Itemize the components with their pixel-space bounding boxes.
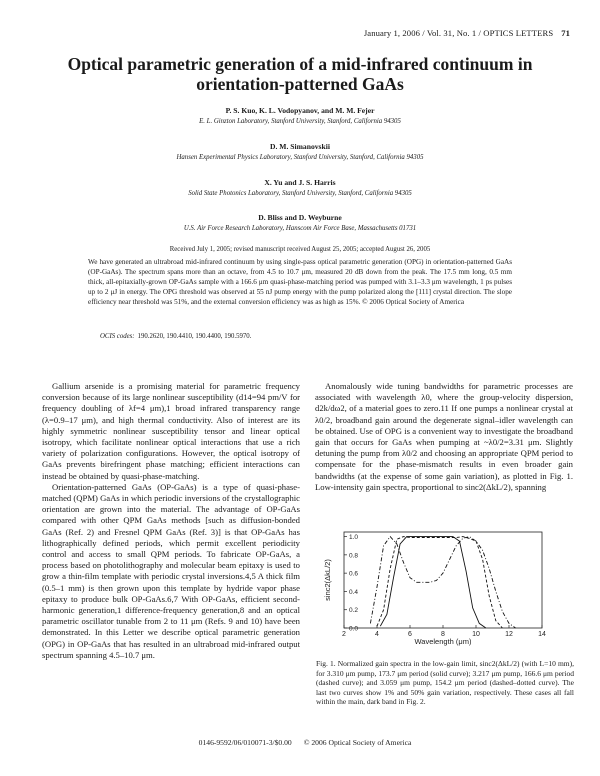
author-group-4: D. Bliss and D. Weyburne: [258, 213, 342, 222]
x-tick-label: 2: [342, 631, 346, 638]
body-paragraph: Orientation-patterned GaAs (OP-GaAs) is a type of quasi-phase-matched (QPM) GaAs in which periodic inversions of the crystallographic orientation are grown into the material. The advantage of OP-GaAs compared with other QPM GaAs methods [such as diffusion-bonded GaAs (Ref. 2) and Fresnel QPM GaAs (Ref. 3)] is that OP-GaAs has lithographically defined periods, which permit excellent periodicity control and access to small QPM periods. To fabricate OP-GaAs, a process based on photolithography and molecular beam epitaxy is used to grow a thin-film template with periodic crystal inversions.4,5 A thick film (0.5–1 mm) is then grown upon this template by hydride vapor phase epitaxy to produce bulk OP-GaAs.6,7 With OP-GaAs, efficient second-harmonic generation,1 difference-frequency generation,8 and an optical parametric oscillator tunable from 2 to 11 μm (Refs. 9 and 10) have been demonstrated. In this Letter we describe optical parametric generation (OPG) in OP-GaAs that has resulted in an ultrabroad mid-infrared output spectrum spanning 4.5–10.7 μm.: [42, 481, 300, 660]
y-tick-label: 0.8: [349, 552, 359, 560]
right-column: [315, 381, 573, 493]
x-tick-label: 10: [472, 631, 480, 638]
y-tick-label: 0.2: [349, 607, 359, 615]
running-head-text: January 1, 2006 / Vol. 31, No. 1 / OPTICS LETTERS: [363, 28, 554, 38]
y-tick-label: 0.0: [349, 625, 359, 633]
x-tick-label: 14: [538, 631, 546, 638]
copyright: © 2006 Optical Society of America: [303, 738, 412, 747]
left-column: [42, 381, 300, 661]
series-line-1: [380, 537, 486, 628]
body-paragraph: Gallium arsenide is a promising material for parametric frequency conversion because of its large nonlinear susceptibility (d14=94 pm/V for frequency doubling of λf=4 μm),1 broad infrared transparency range (λ=0.9–17 μm), and high thermal conductivity. Also of interest are its highly symmetric nonlinear susceptibility tensor and linear optical isotropy, which facilitate nonlinear optical interactions that use a rich variety of polarization configurations. However, the optical isotropy of GaAs prevents birefringent phase matching; efficient interactions can instead be obtained by quasi-phase-matching.: [42, 381, 300, 481]
abstract: We have generated an ultrabroad mid-infrared continuum by using single-pass optical parametric generation (OPG) in orientation-patterned GaAs (OP-GaAs). The spectrum spans more than an octave, from 4.5 to 10.7 μm, measured 20 dB down from the peak. The 17.5 mm long, 0.5 mm thick, all-epitaxially-grown OP-GaAs sample with a 166.6 μm quasi-phase-matching period was pumped with 3.1–3.3 μm wavelength, 1 ps pulses up to 2 μJ in energy. The OPG threshold was observed at 55 nJ pump energy with the pump polarized along the [111] crystal direction. The slope efficiency near threshold was 51%, and the external conversion efficiency was as high as 15%. © 2006 Optical Society of America: [88, 258, 512, 306]
x-tick-label: 8: [441, 631, 445, 638]
received-dates: Received July 1, 2005; revised manuscript received August 25, 2005; accepted August 26, 2005: [169, 246, 431, 253]
author-group-2: D. M. Simanovskii: [270, 142, 330, 151]
plot-frame: [344, 532, 542, 628]
x-tick-label: 4: [375, 631, 379, 638]
page-number: 71: [561, 28, 570, 38]
gain-spectra-chart: [322, 526, 547, 646]
y-tick-label: 0.6: [349, 570, 359, 578]
y-tick-label: 1.0: [349, 534, 359, 542]
series-line-2: [377, 537, 502, 628]
affiliation-4: U.S. Air Force Research Laboratory, Hanscom Air Force Base, Massachusetts 01731: [183, 225, 417, 232]
x-tick-label: 12: [505, 631, 513, 638]
footer: [140, 738, 470, 747]
ocis-codes: [100, 333, 251, 340]
author-group-1: P. S. Kuo, K. L. Vodopyanov, and M. M. Fejer: [225, 106, 375, 115]
y-tick-label: 0.4: [349, 588, 359, 596]
body-paragraph: Anomalously wide tuning bandwidths for parametric processes are associated with wavelength λ0, where the group-velocity dispersion, d2k/dω2, of a material goes to zero.11 If one pumps a nonlinear crystal at λ0/2, broadband gain around the degenerate signal–idler wavelength can be obtained. Use of OPG is a convenient way to investigate the broadband gain that occurs for GaAs when pumping at ~λ0/2=3.31 μm. Slightly detuning the pump from λ0/2 and choosing an appropriate QPM period to compensate for the phase-mismatch results in even broader gain bandwidths (at the expense of some gain variation), as plotted in Fig. 1. Low-intensity gain spectra, proportional to sinc2(ΔkL/2), spanning: [315, 381, 573, 492]
y-axis-label: sinc2(ΔkL/2): [323, 559, 332, 601]
affiliation-3: Solid State Photonics Laboratory, Stanford University, Stanford, California 94305: [188, 190, 412, 197]
x-axis-label: Wavelength (μm): [414, 637, 472, 646]
ocis-label: OCIS codes:: [100, 333, 135, 340]
affiliation-1: E. L. Ginzton Laboratory, Stanford University, Stanford, California 94305: [199, 118, 401, 125]
running-head: [330, 28, 570, 38]
affiliation-2: Hansen Experimental Physics Laboratory, Stanford University, Stanford, California 94305: [176, 154, 424, 161]
x-tick-label: 6: [408, 631, 412, 638]
figure-1: [322, 526, 547, 646]
ocis-code-list: 190.2620, 190.4410, 190.4400, 190.5970.: [137, 333, 252, 340]
article-code: 0146-9592/06/010071-3/$0.00: [198, 738, 292, 747]
paper-title: Optical parametric generation of a mid-infrared continuum in orientation-patterned GaAs: [67, 54, 533, 94]
figure-caption: Fig. 1. Normalized gain spectra in the low-gain limit, sinc2(ΔkL/2) (with L=10 mm), for 3.310 μm pump, 173.7 μm period (solid curve); 3.217 μm pump, 166.6 μm period (dashed curve); and 3.059 μm pump, 154.2 μm period (dashed–dotted curve). The last two curves show 1% and 50% gain variation, respectively. These cases all fall within the main, dark band in Fig. 2.: [316, 659, 574, 707]
author-group-3: X. Yu and J. S. Harris: [264, 178, 336, 187]
